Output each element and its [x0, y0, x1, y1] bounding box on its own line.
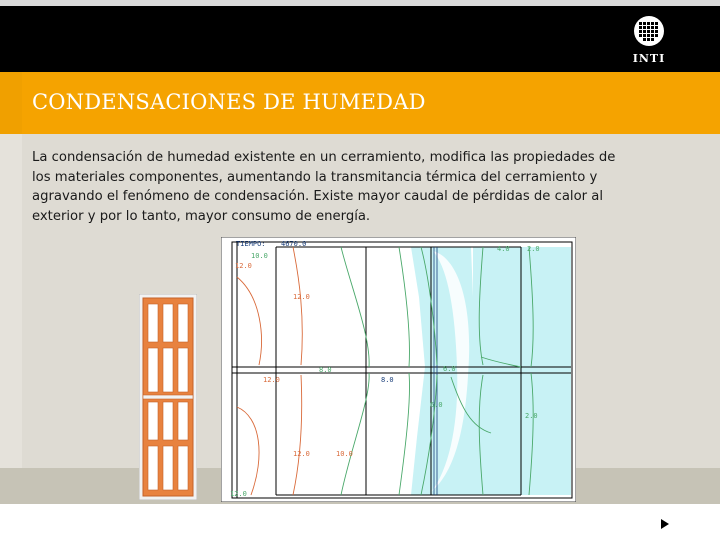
footer — [0, 504, 720, 540]
isotherm-label: 12.0 — [293, 293, 310, 301]
brick-wall-diagram — [139, 294, 197, 500]
isotherm-label: 12.0 — [230, 490, 247, 498]
isotherm-label: 2.0 — [527, 245, 540, 253]
inti-logo-icon — [628, 14, 670, 64]
page-title: CONDENSACIONES DE HUMEDAD — [32, 90, 426, 114]
isotherm-label: 12.0 — [235, 262, 252, 270]
body-line: La condensación de humedad existente en un cerramiento, modifica las propiedades de — [32, 150, 616, 165]
isotherm-label: 4.0 — [497, 245, 510, 253]
isotherm-label: 10.0 — [336, 450, 353, 458]
time-value: 4670.0 — [281, 240, 307, 248]
isotherm-label: 10.0 — [251, 252, 268, 260]
title-band-accent — [0, 72, 22, 134]
logo-text: INTI — [632, 52, 666, 65]
isotherm-label: 12.0 — [293, 450, 310, 458]
thermal-simulation-plot — [221, 237, 576, 502]
header-bar — [0, 0, 720, 72]
isotherm-label: 6.0 — [430, 401, 443, 409]
header-top-border — [0, 0, 720, 6]
isotherm-label: 8.0 — [381, 376, 394, 384]
time-label: TIEMPO: — [236, 240, 266, 248]
body-line: agravando el fenómeno de condensación. Existe mayor caudal de pérdidas de calor al — [32, 189, 603, 204]
isotherm-label: 2.0 — [525, 412, 538, 420]
body-line: los materiales componentes, aumentando la transmitancia térmica del cerramiento y — [32, 169, 598, 185]
play-next-icon[interactable] — [660, 515, 670, 527]
body-line: exterior y por lo tanto, mayor consumo de energía. — [32, 208, 371, 224]
isotherm-label: 8.0 — [319, 366, 332, 374]
content-left-strip — [0, 134, 22, 468]
isotherm-label: 6.0 — [443, 365, 456, 373]
isotherm-label: 12.0 — [263, 376, 280, 384]
body-paragraph — [32, 148, 662, 226]
